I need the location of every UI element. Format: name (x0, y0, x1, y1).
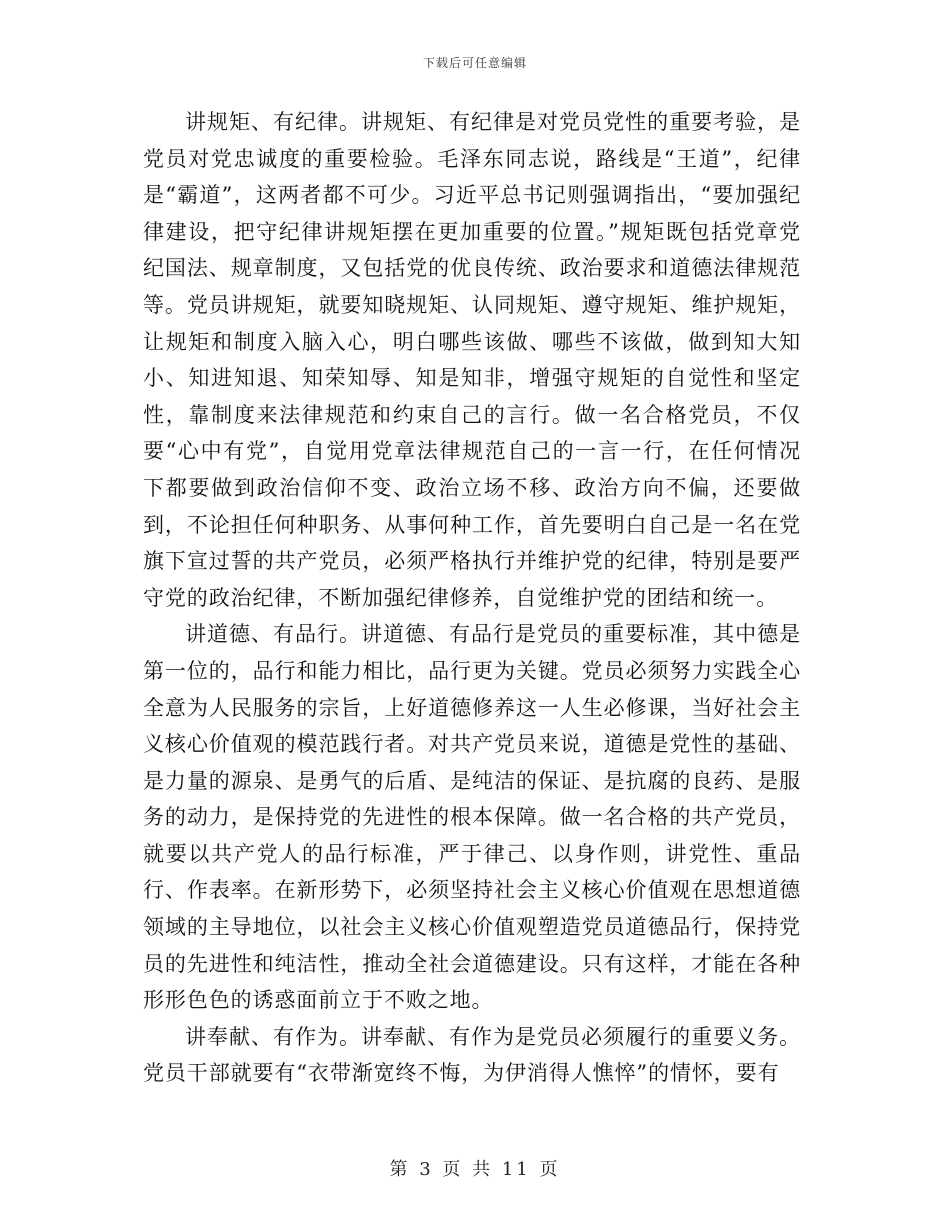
paragraph-discipline: 讲规矩、有纪律。讲规矩、有纪律是对党员党性的重要考验，是党员对党忠诚度的重要检验。毛泽东同志说，路线是“王道”，纪律是“霸道”，这两者都不可少。习近平总书记则强调指出，“要加强纪律建设，把守纪律讲规矩摆在更加重要的位置。”规矩既包括党章党纪国法、规章制度，又包括党的优良传统、政治要求和道德法律规范等。党员讲规矩，就要知晓规矩、认同规矩、遵守规矩、维护规矩，让规矩和制度入脑入心，明白哪些该做、哪些不该做，做到知大知小、知进知退、知荣知辱、知是知非，增强守规矩的自觉性和坚定性，靠制度来法律规范和约束自己的言行。做一名合格党员，不仅要“心中有党”，自觉用党章法律规范自己的一言一行，在任何情况下都要做到政治信仰不变、政治立场不移、政治方向不偏，还要做到，不论担任何种职务、从事何种工作，首先要明白自己是一名在党旗下宣过誓的共产党员，必须严格执行并维护党的纪律，特别是要严守党的政治纪律，不断加强纪律修养，自觉维护党的团结和统一。 (143, 110, 801, 610)
paragraph-dedication: 讲奉献、有作为。讲奉献、有作为是党员必须履行的重要义务。党员干部就要有“衣带渐宽终不悔，为伊消得人憔悴”的情怀，要有 (143, 1024, 801, 1086)
page-number-footer: 第 3 页 共 11 页 (389, 1159, 561, 1180)
paragraph-morality: 讲道德、有品行。讲道德、有品行是党员的重要标准，其中德是第一位的，品行和能力相比，品行更为关键。党员必须努力实践全心全意为人民服务的宗旨，上好道德修养这一人生必修课，当好社会主义核心价值观的模范践行者。对共产党员来说，道德是党性的基础、是力量的源泉、是勇气的后盾、是纯洁的保证、是抗腐的良药、是服务的动力，是保持党的先进性的根本保障。做一名合格的共产党员，就要以共产党人的品行标准，严于律己、以身作则，讲党性、重品行、作表率。在新形势下，必须坚持社会主义核心价值观在思想道德领域的主导地位，以社会主义核心价值观塑造党员道德品行，保持党员的先进性和纯洁性，推动全社会道德建设。只有这样，才能在各种形形色色的诱惑面前立于不败之地。 (143, 622, 801, 1013)
document-body (143, 104, 801, 1092)
page-header: 下载后可任意编辑 (422, 56, 527, 70)
